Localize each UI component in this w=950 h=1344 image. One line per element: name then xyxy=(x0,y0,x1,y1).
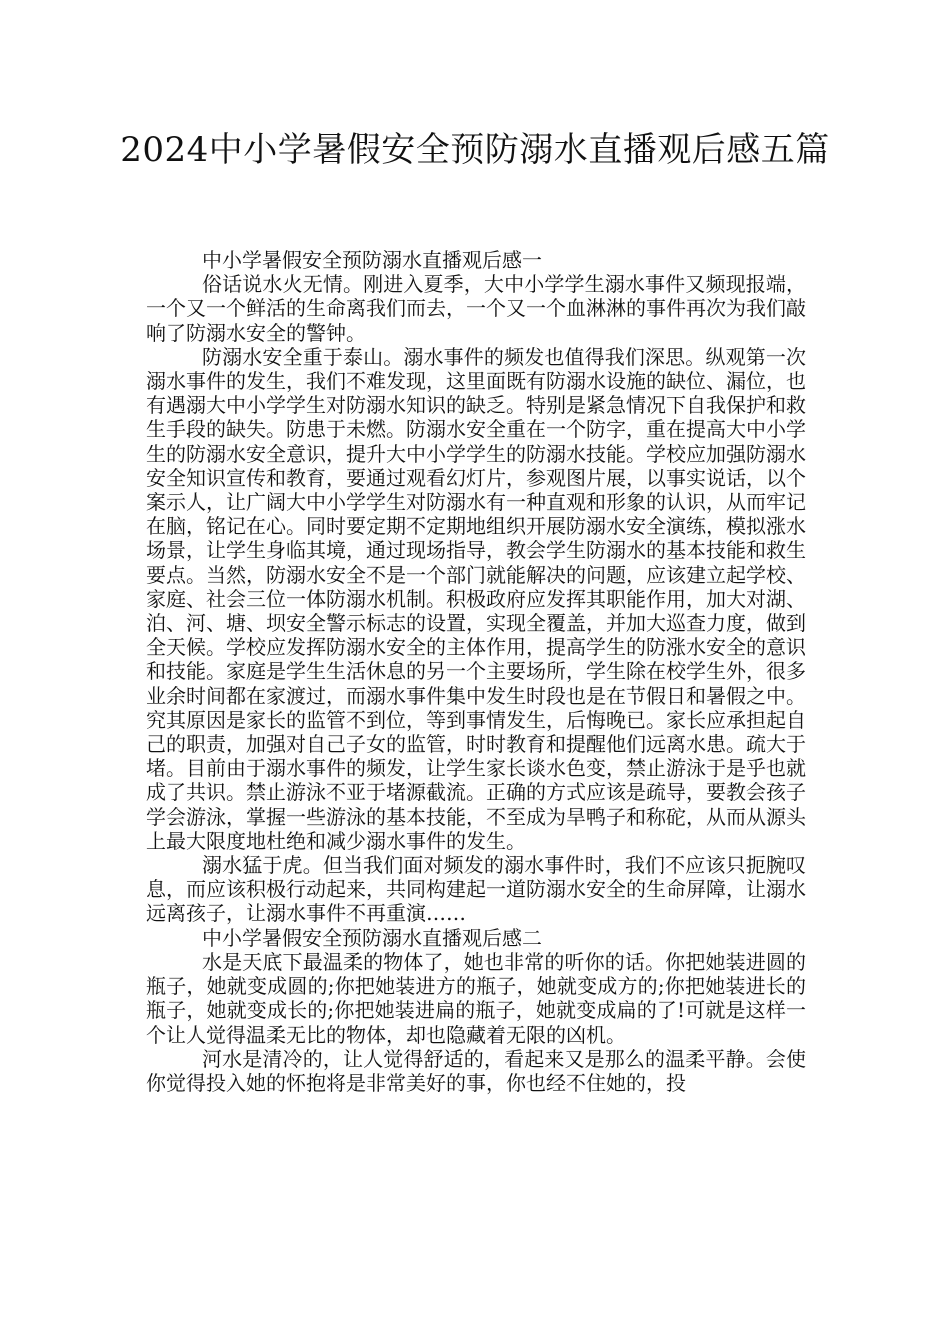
document-body xyxy=(146,248,806,1095)
section-heading-2: 中小学暑假安全预防溺水直播观后感二 xyxy=(202,925,542,950)
document-title: 2024中小学暑假安全预防溺水直播观后感五篇 xyxy=(120,130,830,170)
body-paragraph: 水是天底下最温柔的物体了，她也非常的听你的话。你把她装进圆的瓶子，她就变成圆的;你把她装进方的瓶子，她就变成方的;你把她装进长的瓶子，她就变成长的;你把她装进扁的瓶子，她就变成扁的了!可就是这样一个让人觉得温柔无比的物体，却也隐藏着无限的凶机。 xyxy=(146,949,806,1047)
body-paragraph: 俗话说水火无情。刚进入夏季，大中小学学生溺水事件又频现报端，一个又一个鲜活的生命离我们而去，一个又一个血淋淋的事件再次为我们敲响了防溺水安全的警钟。 xyxy=(146,272,806,345)
body-paragraph: 溺水猛于虎。但当我们面对频发的溺水事件时，我们不应该只扼腕叹息，而应该积极行动起来，共同构建起一道防溺水安全的生命屏障，让溺水远离孩子，让溺水事件不再重演…… xyxy=(146,853,806,926)
body-paragraph: 河水是清冷的，让人觉得舒适的，看起来又是那么的温柔平静。会使你觉得投入她的怀抱将是非常美好的事，你也经不住她的，投 xyxy=(146,1046,806,1095)
body-paragraph: 防溺水安全重于泰山。溺水事件的频发也值得我们深思。纵观第一次溺水事件的发生，我们不难发现，这里面既有防溺水设施的缺位、漏位，也有遇溺大中小学学生对防溺水知识的缺乏。特别是紧急情况下自我保护和救生手段的缺失。防患于未燃。防溺水安全重在一个防字，重在提高大中小学生的防溺水安全意识，提升大中小学学生的防溺水技能。学校应加强防溺水安全知识宣传和教育，要通过观看幻灯片，参观图片展，以事实说话，以个案示人，让广阔大中小学学生对防溺水有一种直观和形象的认识，从而牢记在脑，铭记在心。同时要定期不定期地组织开展防溺水安全演练，模拟涨水场景，让学生身临其境，通过现场指导，教会学生防溺水的基本技能和救生要点。当然，防溺水安全不是一个部门就能解决的问题，应该建立起学校、家庭、社会三位一体防溺水机制。积极政府应发挥其职能作用，加大对湖、泊、河、塘、坝安全警示标志的设置，实现全覆盖，并加大巡查力度，做到全天候。学校应发挥防溺水安全的主体作用，提高学生的防涨水安全的意识和技能。家庭是学生生活休息的另一个主要场所，学生除在校学生外，很多业余时间都在家渡过，而溺水事件集中发生时段也是在节假日和暑假之中。究其原因是家长的监管不到位，等到事情发生，后悔晚已。家长应承担起自己的职责，加强对自己子女的监管，时时教育和提醒他们远离水患。疏大于堵。目前由于溺水事件的频发，让学生家长谈水色变，禁止游泳于是乎也就成了共识。禁止游泳不亚于堵源截流。正确的方式应该是疏导，要教会孩子学会游泳，掌握一些游泳的基本技能，不至成为旱鸭子和称砣，从而从源头上最大限度地杜绝和减少溺水事件的发生。 xyxy=(146,344,806,853)
section-heading-1: 中小学暑假安全预防溺水直播观后感一 xyxy=(202,248,542,272)
